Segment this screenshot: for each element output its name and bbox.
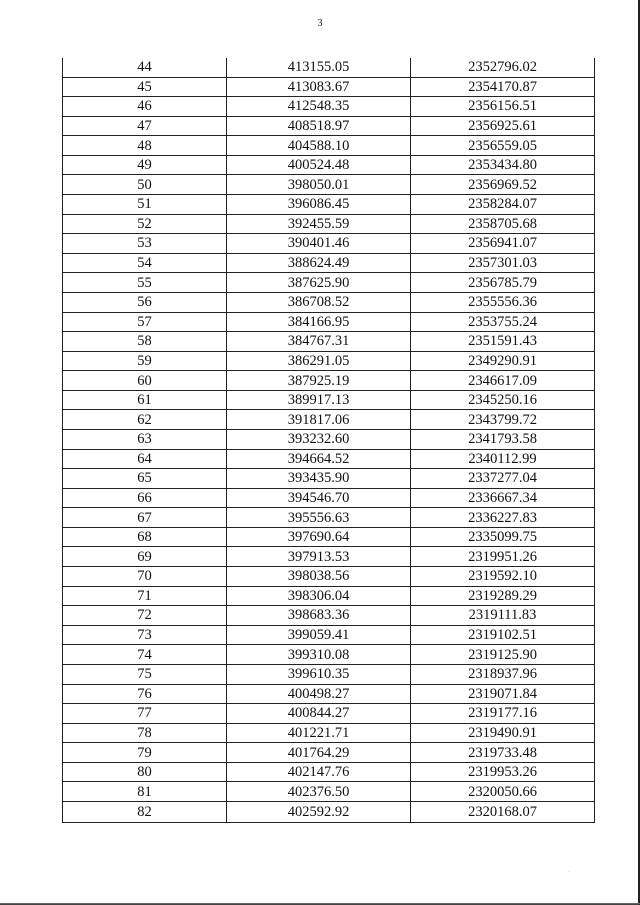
table-row — [63, 175, 595, 195]
table-row — [63, 801, 595, 822]
y-coordinate-cell: 2356785.79 — [411, 273, 595, 293]
x-coordinate-cell: 394546.70 — [227, 488, 411, 508]
x-coordinate-cell: 398050.01 — [227, 175, 411, 195]
x-coordinate-cell: 413083.67 — [227, 77, 411, 97]
x-coordinate-cell: 396086.45 — [227, 195, 411, 215]
x-coordinate-cell: 397913.53 — [227, 547, 411, 567]
point-number-cell: 63 — [63, 429, 227, 449]
table-row — [63, 273, 595, 293]
x-coordinate-cell: 404588.10 — [227, 136, 411, 156]
table-row — [63, 292, 595, 312]
point-number-cell: 77 — [63, 704, 227, 724]
table-row — [63, 704, 595, 724]
table-row — [63, 782, 595, 802]
table-row — [63, 390, 595, 410]
y-coordinate-cell: 2335099.75 — [411, 527, 595, 547]
table-row — [63, 606, 595, 626]
table-row — [63, 332, 595, 352]
y-coordinate-cell: 2346617.09 — [411, 371, 595, 391]
x-coordinate-cell: 402147.76 — [227, 762, 411, 782]
table-row — [63, 97, 595, 117]
x-coordinate-cell: 412548.35 — [227, 97, 411, 117]
x-coordinate-cell: 402376.50 — [227, 782, 411, 802]
table-row — [63, 195, 595, 215]
y-coordinate-cell: 2319953.26 — [411, 762, 595, 782]
x-coordinate-cell: 392455.59 — [227, 214, 411, 234]
x-coordinate-cell: 391817.06 — [227, 410, 411, 430]
point-number-cell: 68 — [63, 527, 227, 547]
point-number-cell: 60 — [63, 371, 227, 391]
table-row — [63, 214, 595, 234]
y-coordinate-cell: 2345250.16 — [411, 390, 595, 410]
x-coordinate-cell: 398683.36 — [227, 606, 411, 626]
point-number-cell: 75 — [63, 664, 227, 684]
x-coordinate-cell: 402592.92 — [227, 801, 411, 822]
point-number-cell: 72 — [63, 606, 227, 626]
table-row — [63, 508, 595, 528]
y-coordinate-cell: 2319733.48 — [411, 743, 595, 763]
point-number-cell: 81 — [63, 782, 227, 802]
y-coordinate-cell: 2357301.03 — [411, 253, 595, 273]
x-coordinate-cell: 393232.60 — [227, 429, 411, 449]
y-coordinate-cell: 2336667.34 — [411, 488, 595, 508]
table-row — [63, 77, 595, 97]
table-row — [63, 371, 595, 391]
table-row — [63, 567, 595, 587]
x-coordinate-cell: 386708.52 — [227, 292, 411, 312]
x-coordinate-cell: 408518.97 — [227, 116, 411, 136]
x-coordinate-cell: 398306.04 — [227, 586, 411, 606]
x-coordinate-cell: 399059.41 — [227, 625, 411, 645]
y-coordinate-cell: 2354170.87 — [411, 77, 595, 97]
table-row — [63, 58, 595, 77]
x-coordinate-cell: 413155.05 — [227, 58, 411, 77]
x-coordinate-cell: 384166.95 — [227, 312, 411, 332]
table-row — [63, 547, 595, 567]
point-number-cell: 56 — [63, 292, 227, 312]
y-coordinate-cell: 2356969.52 — [411, 175, 595, 195]
table-row — [63, 743, 595, 763]
table-row — [63, 253, 595, 273]
x-coordinate-cell: 388624.49 — [227, 253, 411, 273]
y-coordinate-cell: 2356156.51 — [411, 97, 595, 117]
x-coordinate-cell: 400524.48 — [227, 155, 411, 175]
y-coordinate-cell: 2352796.02 — [411, 58, 595, 77]
point-number-cell: 51 — [63, 195, 227, 215]
x-coordinate-cell: 399310.08 — [227, 645, 411, 665]
table-row — [63, 116, 595, 136]
point-number-cell: 66 — [63, 488, 227, 508]
table-row — [63, 155, 595, 175]
table-row — [63, 449, 595, 469]
page-number: 3 — [317, 18, 323, 29]
y-coordinate-cell: 2319071.84 — [411, 684, 595, 704]
table-row — [63, 488, 595, 508]
point-number-cell: 62 — [63, 410, 227, 430]
y-coordinate-cell: 2319490.91 — [411, 723, 595, 743]
footer-mark: · — [568, 869, 570, 875]
point-number-cell: 49 — [63, 155, 227, 175]
y-coordinate-cell: 2341793.58 — [411, 429, 595, 449]
x-coordinate-cell: 390401.46 — [227, 234, 411, 254]
point-number-cell: 73 — [63, 625, 227, 645]
point-number-cell: 44 — [63, 58, 227, 77]
x-coordinate-cell: 399610.35 — [227, 664, 411, 684]
x-coordinate-cell: 393435.90 — [227, 469, 411, 489]
point-number-cell: 48 — [63, 136, 227, 156]
table-row — [63, 429, 595, 449]
table-row — [63, 351, 595, 371]
point-number-cell: 69 — [63, 547, 227, 567]
table-row — [63, 410, 595, 430]
x-coordinate-cell: 389917.13 — [227, 390, 411, 410]
x-coordinate-cell: 386291.05 — [227, 351, 411, 371]
point-number-cell: 50 — [63, 175, 227, 195]
point-number-cell: 70 — [63, 567, 227, 587]
y-coordinate-cell: 2319289.29 — [411, 586, 595, 606]
point-number-cell: 74 — [63, 645, 227, 665]
y-coordinate-cell: 2319951.26 — [411, 547, 595, 567]
point-number-cell: 79 — [63, 743, 227, 763]
table-row — [63, 469, 595, 489]
coordinates-table-body — [63, 58, 595, 822]
point-number-cell: 52 — [63, 214, 227, 234]
y-coordinate-cell: 2319111.83 — [411, 606, 595, 626]
x-coordinate-cell: 395556.63 — [227, 508, 411, 528]
y-coordinate-cell: 2319102.51 — [411, 625, 595, 645]
point-number-cell: 64 — [63, 449, 227, 469]
x-coordinate-cell: 401221.71 — [227, 723, 411, 743]
table-row — [63, 723, 595, 743]
table-row — [63, 625, 595, 645]
table-row — [63, 645, 595, 665]
x-coordinate-cell: 387625.90 — [227, 273, 411, 293]
y-coordinate-cell: 2343799.72 — [411, 410, 595, 430]
point-number-cell: 78 — [63, 723, 227, 743]
y-coordinate-cell: 2337277.04 — [411, 469, 595, 489]
y-coordinate-cell: 2353755.24 — [411, 312, 595, 332]
point-number-cell: 59 — [63, 351, 227, 371]
x-coordinate-cell: 398038.56 — [227, 567, 411, 587]
y-coordinate-cell: 2358705.68 — [411, 214, 595, 234]
y-coordinate-cell: 2353434.80 — [411, 155, 595, 175]
point-number-cell: 82 — [63, 801, 227, 822]
y-coordinate-cell: 2319592.10 — [411, 567, 595, 587]
x-coordinate-cell: 400844.27 — [227, 704, 411, 724]
y-coordinate-cell: 2351591.43 — [411, 332, 595, 352]
y-coordinate-cell: 2336227.83 — [411, 508, 595, 528]
point-number-cell: 61 — [63, 390, 227, 410]
x-coordinate-cell: 387925.19 — [227, 371, 411, 391]
point-number-cell: 45 — [63, 77, 227, 97]
y-coordinate-cell: 2356925.61 — [411, 116, 595, 136]
y-coordinate-cell: 2319125.90 — [411, 645, 595, 665]
y-coordinate-cell: 2340112.99 — [411, 449, 595, 469]
point-number-cell: 76 — [63, 684, 227, 704]
x-coordinate-cell: 401764.29 — [227, 743, 411, 763]
table-row — [63, 136, 595, 156]
table-row — [63, 312, 595, 332]
point-number-cell: 54 — [63, 253, 227, 273]
point-number-cell: 58 — [63, 332, 227, 352]
x-coordinate-cell: 384767.31 — [227, 332, 411, 352]
table-row — [63, 586, 595, 606]
y-coordinate-cell: 2320168.07 — [411, 801, 595, 822]
y-coordinate-cell: 2349290.91 — [411, 351, 595, 371]
table-row — [63, 527, 595, 547]
point-number-cell: 67 — [63, 508, 227, 528]
point-number-cell: 65 — [63, 469, 227, 489]
point-number-cell: 46 — [63, 97, 227, 117]
y-coordinate-cell: 2355556.36 — [411, 292, 595, 312]
y-coordinate-cell: 2358284.07 — [411, 195, 595, 215]
point-number-cell: 47 — [63, 116, 227, 136]
y-coordinate-cell: 2356941.07 — [411, 234, 595, 254]
point-number-cell: 80 — [63, 762, 227, 782]
point-number-cell: 71 — [63, 586, 227, 606]
table-row — [63, 664, 595, 684]
coordinates-table — [62, 58, 595, 823]
table-row — [63, 234, 595, 254]
point-number-cell: 57 — [63, 312, 227, 332]
table-row — [63, 762, 595, 782]
page-bottom-edge — [0, 903, 640, 904]
y-coordinate-cell: 2320050.66 — [411, 782, 595, 802]
y-coordinate-cell: 2356559.05 — [411, 136, 595, 156]
point-number-cell: 55 — [63, 273, 227, 293]
y-coordinate-cell: 2318937.96 — [411, 664, 595, 684]
y-coordinate-cell: 2319177.16 — [411, 704, 595, 724]
x-coordinate-cell: 397690.64 — [227, 527, 411, 547]
x-coordinate-cell: 394664.52 — [227, 449, 411, 469]
table-row — [63, 684, 595, 704]
point-number-cell: 53 — [63, 234, 227, 254]
x-coordinate-cell: 400498.27 — [227, 684, 411, 704]
